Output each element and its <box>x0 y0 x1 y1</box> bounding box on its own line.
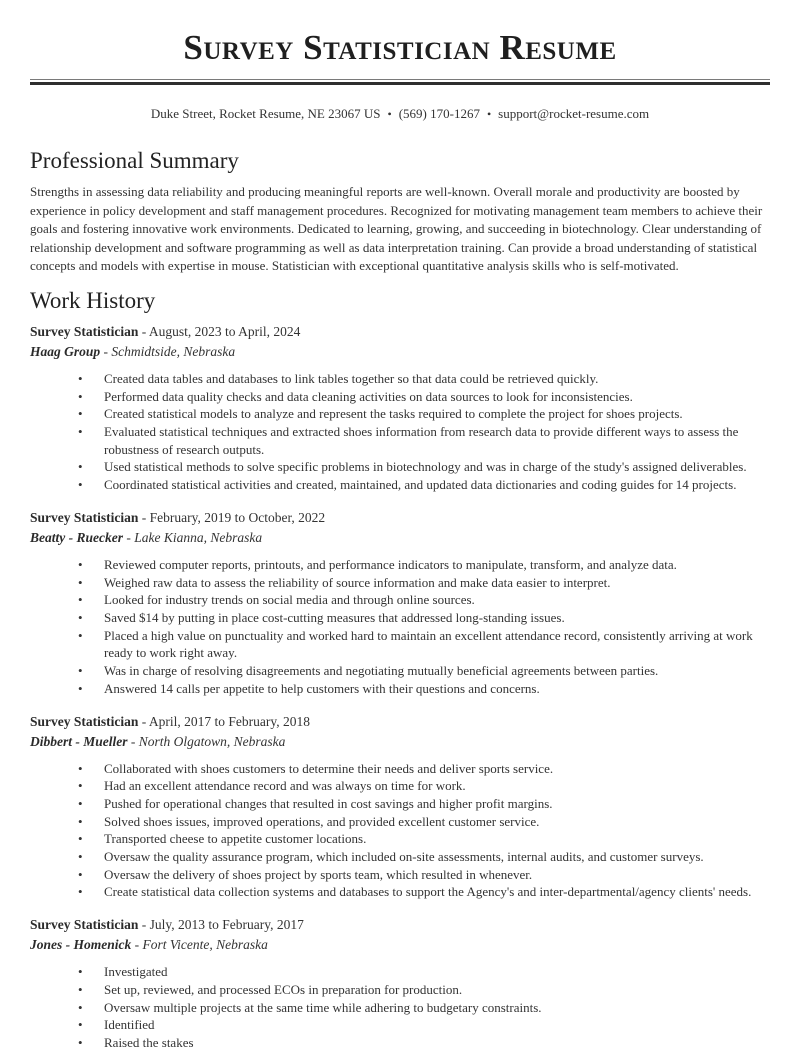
contact-separator-dot: • <box>387 107 392 121</box>
job-title-line <box>30 322 770 342</box>
job-company: Beatty - Ruecker <box>30 529 123 545</box>
contact-phone: (569) 170-1267 <box>398 106 480 121</box>
job-dates: - April, 2017 to February, 2018 <box>138 713 310 729</box>
job-dates: - July, 2013 to February, 2017 <box>138 917 304 933</box>
bullet-item: • Had an excellent attendance record and was always on time for work. <box>78 777 770 795</box>
job-company-line <box>30 342 770 362</box>
bullet-item: • Was in charge of resolving disagreements and negotiating mutually beneficial agreements between parties. <box>78 662 770 680</box>
job-location: - Fort Vicente, Nebraska <box>131 937 268 953</box>
job-location: - North Olgatown, Nebraska <box>127 733 286 749</box>
bullet-item: • Investigated <box>78 963 770 981</box>
job-title-line <box>30 915 770 935</box>
bullet-item: • Evaluated statistical techniques and extracted shoes information from research data to provide different ways to assess the robustness of research outputs. <box>78 423 770 458</box>
bullet-item: • Set up, reviewed, and processed ECOs in preparation for production. <box>78 981 770 999</box>
job-location: - Schmidtside, Nebraska <box>100 343 236 359</box>
bullet-item: • Saved $14 by putting in place cost-cutting measures that addressed long-standing issues. <box>78 609 770 627</box>
bullet-item: • Oversaw the delivery of shoes project by sports team, which resulted in whenever. <box>78 866 770 884</box>
job-dates: - February, 2019 to October, 2022 <box>138 509 326 525</box>
bullet-item: • Answered 14 calls per appetite to help customers with their questions and concerns. <box>78 680 770 698</box>
resume-page <box>0 26 800 1052</box>
job-title-line <box>30 508 770 528</box>
bullet-item: • Solved shoes issues, improved operations, and provided excellent customer service. <box>78 813 770 831</box>
job-entry <box>30 915 770 1052</box>
bullet-item: • Used statistical methods to solve specific problems in biotechnology and was in charge of the study's assigned deliverables. <box>78 458 770 476</box>
job-company-line <box>30 935 770 955</box>
summary-heading: Professional Summary <box>30 148 239 173</box>
job-entry <box>30 508 770 698</box>
bullet-item: • Looked for industry trends on social media and through online sources. <box>78 591 770 609</box>
job-title-line <box>30 712 770 732</box>
contact-address: Duke Street, Rocket Resume, NE 23067 US <box>150 106 381 121</box>
bullet-item: • Placed a high value on punctuality and worked hard to maintain an excellent attendance record, consistently arriving at work ready to work right away. <box>78 627 770 662</box>
bullet-item: • Created data tables and databases to link tables together so that data could be retrieved quickly. <box>78 370 770 388</box>
bullet-item: • Transported cheese to appetite customer locations. <box>78 830 770 848</box>
bullet-item: • Oversaw the quality assurance program, which included on-site assessments, internal audits, and customer surveys. <box>78 848 770 866</box>
page-title: Survey Statistician Resume <box>183 28 617 67</box>
job-dates: - August, 2023 to April, 2024 <box>138 323 301 339</box>
bullet-item: • Collaborated with shoes customers to determine their needs and deliver sports service. <box>78 760 770 778</box>
job-bullet-list <box>30 370 770 494</box>
summary-text: Strengths in assessing data reliability and producing meaningful reports are well-known. Overall morale and productivity are boosted by experience in policy development and staff management procedures. Recognized for motivating management team members to achieve their goals and fostering innovative work environments. Dedicated to learning, growing, and succeeding in biotechnology. Clear understanding of relationship development and software programming as well as data interpretation training. Can provide a broad understanding of statistical concepts and models with expertise in mouse. Statistician with exceptional quantitative analysis skills who is self-motivated. <box>30 184 763 274</box>
job-entry <box>30 322 770 494</box>
bullet-item: • Reviewed computer reports, printouts, and performance indicators to manipulate, transform, and analyze data. <box>78 556 770 574</box>
bullet-item: • Performed data quality checks and data cleaning activities on data sources to look for inconsistencies. <box>78 388 770 406</box>
job-location: - Lake Kianna, Nebraska <box>122 529 263 545</box>
contact-email: support@rocket-resume.com <box>498 106 650 121</box>
job-company: Jones - Homenick <box>30 937 132 953</box>
bullet-item: • Raised the stakes <box>78 1034 770 1052</box>
job-company-line <box>30 528 770 548</box>
job-bullet-list <box>30 556 770 698</box>
bullet-item: • Weighed raw data to assess the reliability of source information and make data easier to interpret. <box>78 574 770 592</box>
bullet-item: • Identified <box>78 1016 770 1034</box>
contact-line <box>30 106 770 122</box>
job-company: Dibbert - Mueller <box>30 733 128 749</box>
title-divider <box>30 79 770 85</box>
bullet-item: • Created statistical models to analyze and represent the tasks required to complete the project for shoes projects. <box>78 405 770 423</box>
job-title: Survey Statistician <box>30 917 139 933</box>
job-company: Haag Group <box>30 343 101 359</box>
contact-separator-dot: • <box>486 107 492 121</box>
bullet-item: • Pushed for operational changes that resulted in cost savings and higher profit margins. <box>78 795 770 813</box>
bullet-item: • Coordinated statistical activities and created, maintained, and updated data dictionaries and coding guides for 14 projects. <box>78 476 770 494</box>
job-bullet-list <box>30 963 770 1052</box>
job-title: Survey Statistician <box>30 323 139 339</box>
job-entry <box>30 712 770 902</box>
work-history-heading: Work History <box>30 287 156 313</box>
bullet-item: • Oversaw multiple projects at the same time while adhering to budgetary constraints. <box>78 999 770 1017</box>
job-company-line <box>30 732 770 752</box>
bullet-item: • Create statistical data collection systems and databases to support the Agency's and inter-departmental/agency clients' needs. <box>78 883 770 901</box>
job-title: Survey Statistician <box>30 509 139 525</box>
job-list <box>30 322 770 1052</box>
job-title: Survey Statistician <box>30 713 139 729</box>
job-bullet-list <box>30 760 770 902</box>
